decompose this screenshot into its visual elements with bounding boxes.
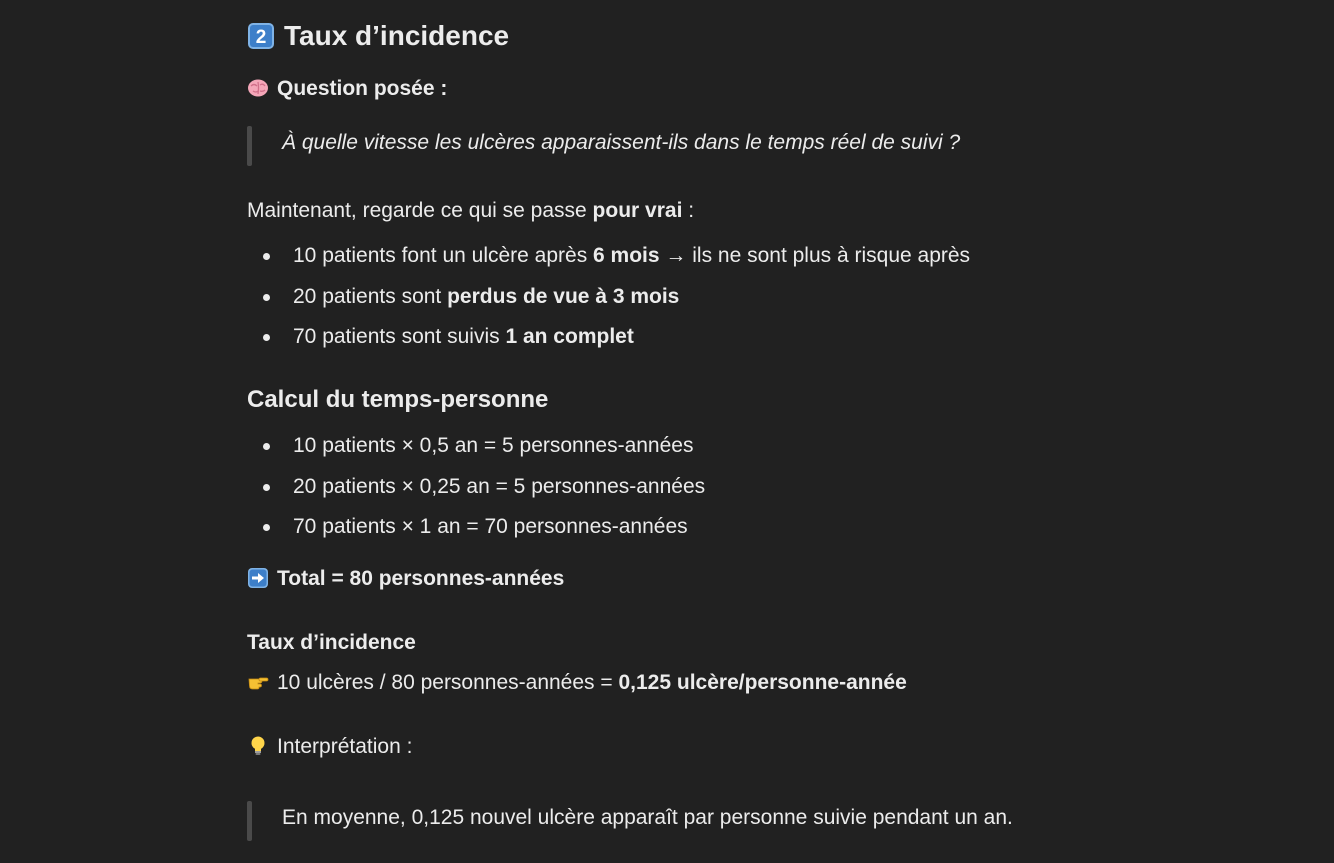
list-item: 20 patients sont perdus de vue à 3 mois: [293, 285, 680, 308]
intro-end: :: [682, 199, 695, 222]
total-text: Total = 80 personnes-années: [277, 567, 565, 590]
list-item: 10 patients × 0,5 an = 5 personnes-années: [293, 434, 694, 457]
total-line: [247, 565, 564, 593]
intro-text: Maintenant, regarde ce qui se passe: [247, 199, 593, 222]
section-title-text: Taux d’incidence: [284, 20, 510, 51]
list-bullet: [263, 524, 270, 531]
question-label: [247, 75, 447, 103]
pointing-hand-icon: [247, 671, 269, 693]
intro-paragraph: [247, 197, 694, 225]
list-bullet: [263, 484, 270, 491]
keycap-2-icon: [247, 22, 275, 50]
brain-icon: [247, 77, 269, 99]
interpretation-blockquote-bar: [247, 801, 252, 841]
question-label-text: Question posée :: [277, 77, 448, 100]
list-bullet: [263, 334, 270, 341]
interpretation-blockquote: En moyenne, 0,125 nouvel ulcère apparaît par personne suivie pendant un an.: [282, 806, 1013, 829]
interpretation-label: [247, 733, 412, 761]
list-bullet: [263, 253, 270, 260]
incidence-result: 0,125 ulcère/personne-année: [618, 671, 907, 694]
list-item: 70 patients × 1 an = 70 personnes-années: [293, 515, 688, 538]
question-blockquote: À quelle vitesse les ulcères apparaissent-ils dans le temps réel de suivi ?: [282, 131, 961, 154]
list-bullet: [263, 294, 270, 301]
incidence-formula: [247, 669, 907, 697]
lightbulb-icon: [247, 735, 269, 757]
incidence-formula-text: 10 ulcères / 80 personnes-années =: [277, 671, 619, 694]
intro-bold: pour vrai: [592, 199, 683, 222]
list-item: 10 patients font un ulcère après 6 mois → ils ne sont plus à risque après: [293, 244, 971, 267]
svg-text:2: 2: [255, 27, 267, 48]
incidence-heading: Taux d’incidence: [247, 631, 416, 654]
interpretation-label-text: Interprétation :: [277, 735, 413, 758]
section-title: [247, 19, 509, 53]
question-blockquote-bar: [247, 126, 252, 166]
right-arrow-icon: [247, 567, 269, 589]
calc-heading: Calcul du temps-personne: [247, 386, 549, 413]
list-item: 70 patients sont suivis 1 an complet: [293, 325, 634, 348]
list-item: 20 patients × 0,25 an = 5 personnes-années: [293, 475, 706, 498]
list-bullet: [263, 443, 270, 450]
